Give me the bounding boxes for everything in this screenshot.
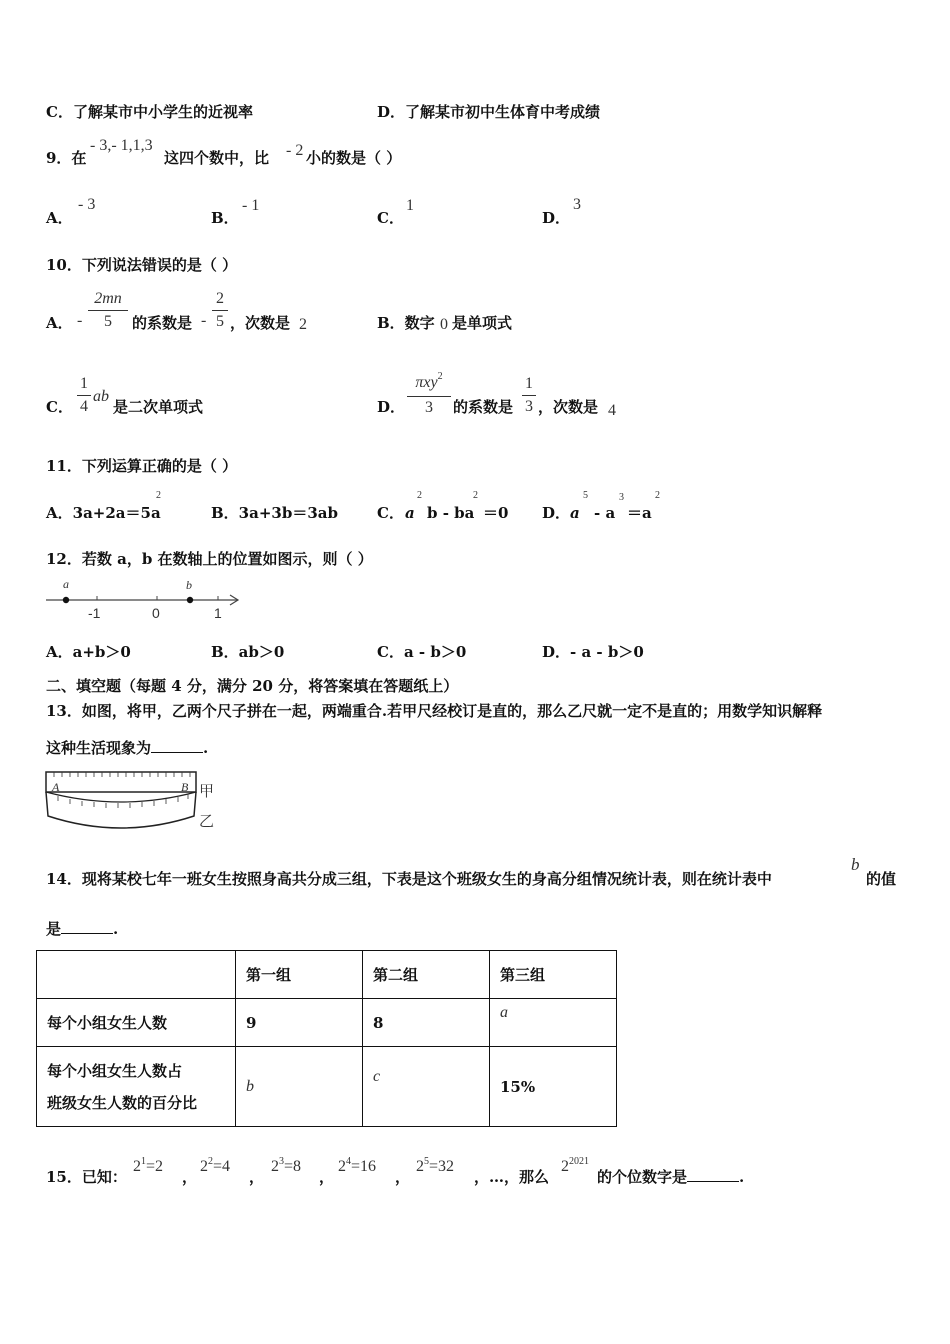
q9-stem-pre: 9．在	[46, 149, 87, 167]
numerator: 2mn	[94, 290, 122, 307]
q15-answer-blank[interactable]	[687, 1167, 739, 1182]
q10-option-d-text2: ，次数是	[538, 398, 599, 416]
q10-option-b-label: B．数字	[377, 314, 435, 332]
denominator: 3	[425, 399, 433, 416]
ruler-yi-ticks	[58, 794, 188, 808]
number-line-figure	[44, 576, 244, 624]
q9-ref: - 2	[286, 142, 304, 159]
q11-option-d-exp1: 5	[583, 490, 588, 501]
q15-expr-3: $2^3=8$	[271, 1156, 302, 1175]
q9-option-c-value: 1	[406, 197, 414, 214]
tick-label-one: 1	[214, 605, 222, 621]
q14-line2: 是 .	[46, 920, 119, 938]
q9-stem-post: 小的数是（ ）	[306, 149, 402, 167]
q11-option-d-mid: - a	[594, 504, 616, 522]
q10-option-a-degree: 2	[299, 316, 307, 333]
q9-option-b-label: B．	[211, 209, 239, 227]
q15-sep-2: ，	[249, 1168, 265, 1186]
q9-option-d-label: D．	[542, 209, 571, 227]
q11-option-a-exp: 2	[156, 490, 161, 501]
q9-option-c-label: C．	[377, 209, 404, 227]
cell-var-b: b	[246, 1078, 254, 1095]
label-b: b	[186, 578, 192, 592]
numerator: 2	[216, 290, 224, 307]
label-yi: 乙	[199, 812, 215, 830]
table-row	[37, 1047, 617, 1127]
q10-option-c-text: 是二次单项式	[113, 398, 204, 416]
table-cell	[490, 999, 617, 1047]
q10-option-c-fraction	[77, 375, 91, 416]
table-cell	[236, 1047, 363, 1127]
q12-stem: 12．若数 a，b 在数轴上的位置如图示，则（ ）	[46, 550, 373, 568]
q15-sep-3: ，	[319, 1168, 335, 1186]
q10-option-c-label: C．	[46, 398, 73, 416]
q9-numbers: - 3,- 1,1,3	[90, 137, 153, 154]
label-point-a: A	[52, 780, 60, 794]
fraction-bar	[212, 310, 228, 311]
q10-option-d-degree: 4	[608, 402, 616, 419]
point-b	[187, 597, 193, 603]
q14-line1: 14．现将某校七年一班女生按照身高共分成三组，下表是这个班级女生的身高分组情况统计表，则在统计表中	[46, 870, 772, 888]
q11-option-c-mid: b - ba	[427, 504, 475, 522]
denominator: 4	[80, 398, 88, 415]
q15-expr-2: $2^2=4$	[200, 1156, 231, 1175]
q13-line1: 13．如图，将甲，乙两个尺子拼在一起，两端重合.若甲尺经校订是直的，那么乙尺就一定不是直的；用数学知识解释	[46, 702, 823, 720]
q11-option-c-exp2: 2	[473, 490, 478, 501]
fraction-bar	[88, 310, 128, 311]
q11-option-d-exp2: 3	[619, 492, 624, 503]
q10-option-c-variable: ab	[93, 388, 109, 405]
q11-option-c-a: a	[405, 504, 415, 522]
q9-option-d-value: 3	[573, 196, 581, 213]
q10-option-d-label: D．	[377, 398, 406, 416]
q13-line2: 这种生活现象为 .	[46, 739, 209, 757]
tick-label-zero: 0	[152, 605, 160, 621]
ruler-figure	[44, 770, 224, 832]
q15-expr-1: $2^1=2$	[133, 1156, 164, 1175]
ruler-jia	[46, 772, 196, 792]
numerator: 1	[80, 375, 88, 392]
q15-expr-4: $2^4=16$	[338, 1156, 377, 1175]
tick-label-minus-one: -1	[88, 605, 101, 621]
q10-option-a-text2: ，次数是	[230, 314, 291, 332]
q15-mid: ，…，那么	[474, 1168, 550, 1186]
table-cell	[37, 1047, 236, 1127]
table-cell	[363, 1047, 490, 1127]
q11-option-d-end: ＝a	[627, 504, 652, 522]
q10-option-a-neg2: -	[201, 312, 207, 329]
row-label-line1: 每个小组女生人数占	[47, 1061, 183, 1080]
denominator: 5	[104, 313, 112, 330]
q14-variable-b: b	[851, 855, 860, 874]
q15-power: $2^{2021}$	[561, 1156, 589, 1175]
table-header-cell	[37, 951, 236, 999]
q9-option-b-value: - 1	[242, 197, 260, 214]
label-point-b: B	[181, 780, 189, 794]
table-header-row	[37, 951, 617, 999]
q15-pre: 15．已知：	[46, 1168, 127, 1186]
table-row	[37, 999, 617, 1047]
q11-option-a: A．3a+2a＝5a	[46, 504, 161, 522]
q11-option-c-end: ＝0	[483, 504, 509, 522]
table-cell: 15%	[490, 1047, 617, 1127]
q11-option-c-exp1: 2	[417, 490, 422, 501]
q15-sep-1: ，	[182, 1168, 198, 1186]
q11-option-b: B．3a+3b＝3ab	[211, 504, 338, 522]
numerator: πxy$^2$	[415, 371, 443, 391]
ruler-yi-top-edge	[46, 792, 196, 802]
q11-option-d-a: a	[570, 504, 580, 522]
q12-option-a: A．a+b＞0	[46, 643, 131, 661]
denominator: 3	[525, 398, 533, 415]
table-header-cell: 第二组	[363, 951, 490, 999]
q12-option-d: D．- a - b＞0	[542, 643, 644, 661]
q11-option-c-label: C．	[377, 504, 404, 522]
q14-line1-end: 的值	[866, 870, 897, 888]
fraction-bar	[77, 395, 91, 396]
q10-option-a-coef	[212, 290, 228, 331]
q10-option-d-text1: 的系数是	[453, 398, 514, 416]
fraction-bar	[407, 396, 451, 397]
q10-option-d-fraction	[407, 371, 451, 417]
q9-option-a-value: - 3	[78, 196, 96, 213]
cell-var-a: a	[500, 1004, 508, 1021]
fraction-bar	[522, 395, 536, 396]
q15-post: 的个位数字是 .	[597, 1168, 745, 1186]
table-cell: 每个小组女生人数	[37, 999, 236, 1047]
q15-sep-4: ，	[395, 1168, 411, 1186]
q10-option-a-text1: 的系数是	[132, 314, 193, 332]
table-header-cell: 第三组	[490, 951, 617, 999]
q10-option-a-fraction	[88, 290, 128, 331]
q9-option-a-label: A．	[46, 209, 73, 227]
height-group-table	[36, 950, 617, 1127]
q10-option-a-label: A．	[46, 314, 73, 332]
q8-option-c: C．了解某市中小学生的近视率	[46, 103, 253, 121]
table-header-cell: 第一组	[236, 951, 363, 999]
label-a: a	[63, 577, 69, 591]
table-cell: 8	[363, 999, 490, 1047]
numerator: 1	[525, 375, 533, 392]
q10-stem: 10．下列说法错误的是（ ）	[46, 256, 238, 274]
q14-answer-blank[interactable]	[61, 919, 113, 934]
q11-stem: 11．下列运算正确的是（ ）	[46, 457, 238, 475]
q15-expr-5: $2^5=32$	[416, 1156, 455, 1175]
q13-answer-blank[interactable]	[151, 738, 203, 753]
denominator: 5	[216, 313, 224, 330]
q8-option-d: D．了解某市初中生体育中考成绩	[377, 103, 601, 121]
label-jia: 甲	[199, 782, 215, 800]
q11-option-d-exp3: 2	[655, 490, 660, 501]
table-cell: 9	[236, 999, 363, 1047]
q9-stem-mid: 这四个数中，比	[164, 149, 270, 167]
q10-option-b-text: 是单项式	[452, 314, 513, 332]
q12-option-c: C．a - b＞0	[377, 643, 467, 661]
point-a	[63, 597, 69, 603]
section-2-heading: 二、填空题（每题 4 分，满分 20 分，将答案填在答题纸上）	[46, 677, 459, 695]
cell-var-c: c	[373, 1068, 381, 1085]
q10-option-d-coef	[522, 375, 536, 416]
q10-option-b-value: 0	[440, 316, 448, 333]
q12-option-b: B．ab＞0	[211, 643, 285, 661]
q11-option-d-label: D．	[542, 504, 571, 522]
q10-option-a-neg: -	[77, 312, 83, 329]
row-label-line2: 班级女生人数的百分比	[47, 1093, 198, 1112]
